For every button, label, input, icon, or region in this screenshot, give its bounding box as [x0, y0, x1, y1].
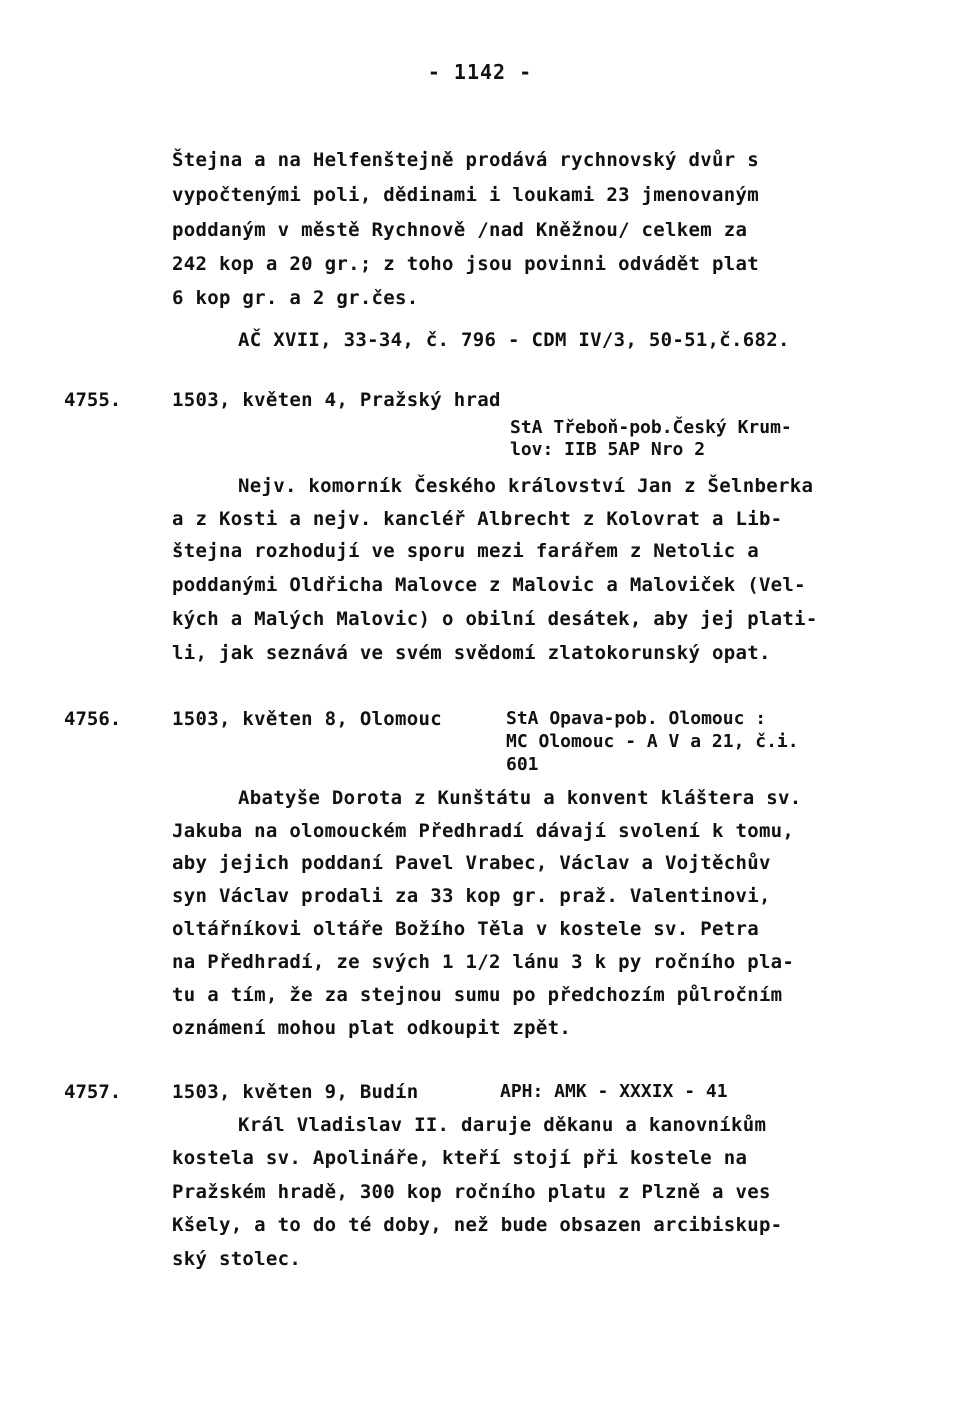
text-line: kých a Malých Malovic) o obilní desátek, aby jej plati-: [172, 608, 818, 630]
entry-number: 4756.: [64, 708, 122, 730]
text-line: oznámení mohou plat odkoupit zpět.: [172, 1017, 572, 1039]
text-line: poddaným v městě Rychnově /nad Kněžnou/ celkem za: [172, 219, 748, 241]
archive-source: MC Olomouc - A V a 21, č.i.: [506, 731, 799, 752]
text-line: li, jak seznává ve svém svědomí zlatokorunský opat.: [172, 642, 771, 664]
text-line: Pražském hradě, 300 kop ročního platu z Plzně a ves: [172, 1181, 771, 1203]
text-line: tu a tím, že za stejnou sumu po předchozím půlročním: [172, 984, 783, 1006]
archive-source: StA Opava-pob. Olomouc :: [506, 708, 767, 729]
text-line: Kšely, a to do té doby, než bude obsazen arcibiskup-: [172, 1214, 783, 1236]
text-line: a z Kosti a nejv. kancléř Albrecht z Kolovrat a Lib-: [172, 508, 783, 530]
archive-source: APH: AMK - XXXIX - 41: [500, 1081, 728, 1102]
text-line: kostela sv. Apolináře, kteří stojí při kostele na: [172, 1147, 748, 1169]
text-line: Nejv. komorník Českého království Jan z Šelnberka: [238, 475, 814, 497]
archive-source: StA Třeboň-pob.Český Krum-: [510, 417, 792, 438]
text-line: vypočtenými poli, dědinami i loukami 23 jmenovaným: [172, 184, 759, 206]
text-line: oltářníkovi oltáře Božího Těla v kostele sv. Petra: [172, 918, 759, 940]
entry-number: 4755.: [64, 389, 122, 411]
archive-source: lov: IIB 5AP Nro 2: [510, 439, 706, 460]
reference-line: AČ XVII, 33-34, č. 796 - CDM IV/3, 50-51,č.682.: [238, 329, 790, 351]
text-line: na Předhradí, ze svých 1 1/2 lánu 3 k py ročního pla-: [172, 951, 795, 973]
text-line: ský stolec.: [172, 1248, 302, 1270]
page-number: - 1142 -: [427, 60, 533, 84]
text-line: Jakuba na olomouckém Předhradí dávají svolení k tomu,: [172, 820, 795, 842]
entry-date-place: 1503, květen 8, Olomouc: [172, 708, 442, 730]
text-line: syn Václav prodali za 33 kop gr. praž. Valentinovi,: [172, 885, 771, 907]
entry-date-place: 1503, květen 9, Budín: [172, 1081, 419, 1103]
entry-number: 4757.: [64, 1081, 122, 1103]
text-line: aby jejich poddaní Pavel Vrabec, Václav a Vojtěchův: [172, 852, 771, 874]
text-line: 6 kop gr. a 2 gr.čes.: [172, 287, 419, 309]
text-line: štejna rozhodují ve sporu mezi farářem z Netolic a: [172, 540, 759, 562]
text-line: Král Vladislav II. daruje děkanu a kanovníkům: [238, 1114, 767, 1136]
text-line: Štejna a na Helfenštejně prodává rychnovský dvůr s: [172, 149, 759, 171]
text-line: 242 kop a 20 gr.; z toho jsou povinni odvádět plat: [172, 253, 759, 275]
text-line: Abatyše Dorota z Kunštátu a konvent kláštera sv.: [238, 787, 802, 809]
archive-source: 601: [506, 754, 539, 775]
text-line: poddanými Oldřicha Malovce z Malovic a Maloviček (Vel-: [172, 574, 806, 596]
entry-date-place: 1503, květen 4, Pražský hrad: [172, 389, 501, 411]
